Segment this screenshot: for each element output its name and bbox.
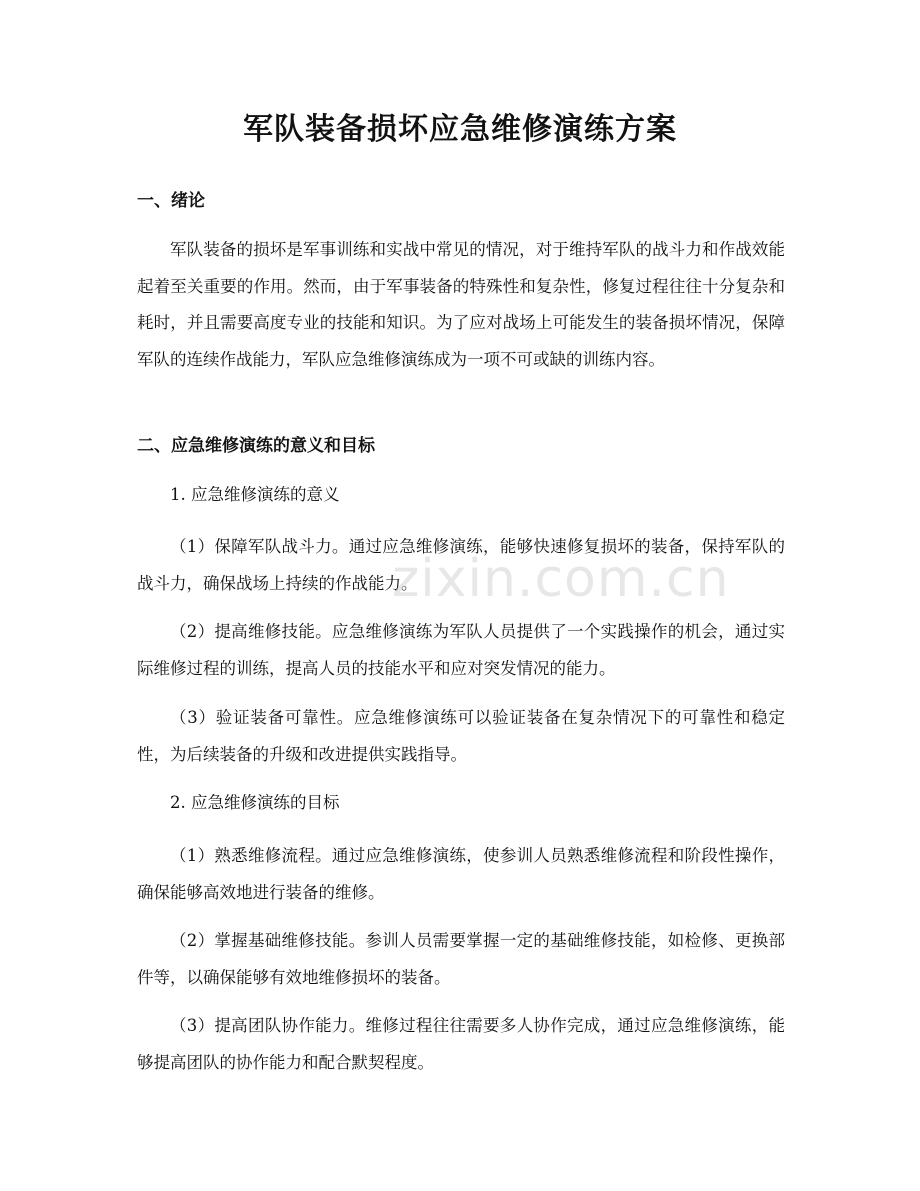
watermark: zixin.com.cn	[392, 549, 730, 609]
subsection-label-significance: 1. 应急维修演练的意义	[170, 485, 340, 504]
significance-item-3: （3）验证装备可靠性。应急维修演练可以验证装备在复杂情况下的可靠性和稳定性，为后续装备的升级和改进提供实践指导。	[137, 708, 785, 764]
goal-item-1: （1）熟悉维修流程。通过应急维修演练，使参训人员熟悉维修流程和阶段性操作，确保能够高效地进行装备的维修。	[137, 846, 785, 902]
goal-item-3: （3）提高团队协作能力。维修过程往往需要多人协作完成，通过应急维修演练，能够提高团队的协作能力和配合默契程度。	[137, 1016, 785, 1072]
significance-item-2: （2）提高维修技能。应急维修演练为军队人员提供了一个实践操作的机会，通过实际维修过程的训练，提高人员的技能水平和应对突发情况的能力。	[137, 622, 785, 678]
significance-item-1: （1）保障军队战斗力。通过应急维修演练，能够快速修复损坏的装备，保持军队的战斗力，确保战场上持续的作战能力。	[137, 537, 785, 593]
section-heading-significance-goals: 二、应急维修演练的意义和目标	[137, 436, 375, 456]
goal-item-2: （2）掌握基础维修技能。参训人员需要掌握一定的基础维修技能，如检修、更换部件等，以确保能够有效地维修损坏的装备。	[137, 931, 785, 987]
section-heading-introduction: 一、绪论	[137, 191, 205, 211]
document-title: 军队装备损坏应急维修演练方案	[243, 112, 677, 147]
introduction-paragraph: 军队装备的损坏是军事训练和实战中常见的情况，对于维持军队的战斗力和作战效能起着至关重要的作用。然而，由于军事装备的特殊性和复杂性，修复过程往往十分复杂和耗时，并且需要高度专业的技能和知识。为了应对战场上可能发生的装备损坏情况，保障军队的连续作战能力，军队应急维修演练成为一项不可或缺的训练内容。	[137, 240, 785, 369]
subsection-label-goals: 2. 应急维修演练的目标	[170, 793, 340, 812]
